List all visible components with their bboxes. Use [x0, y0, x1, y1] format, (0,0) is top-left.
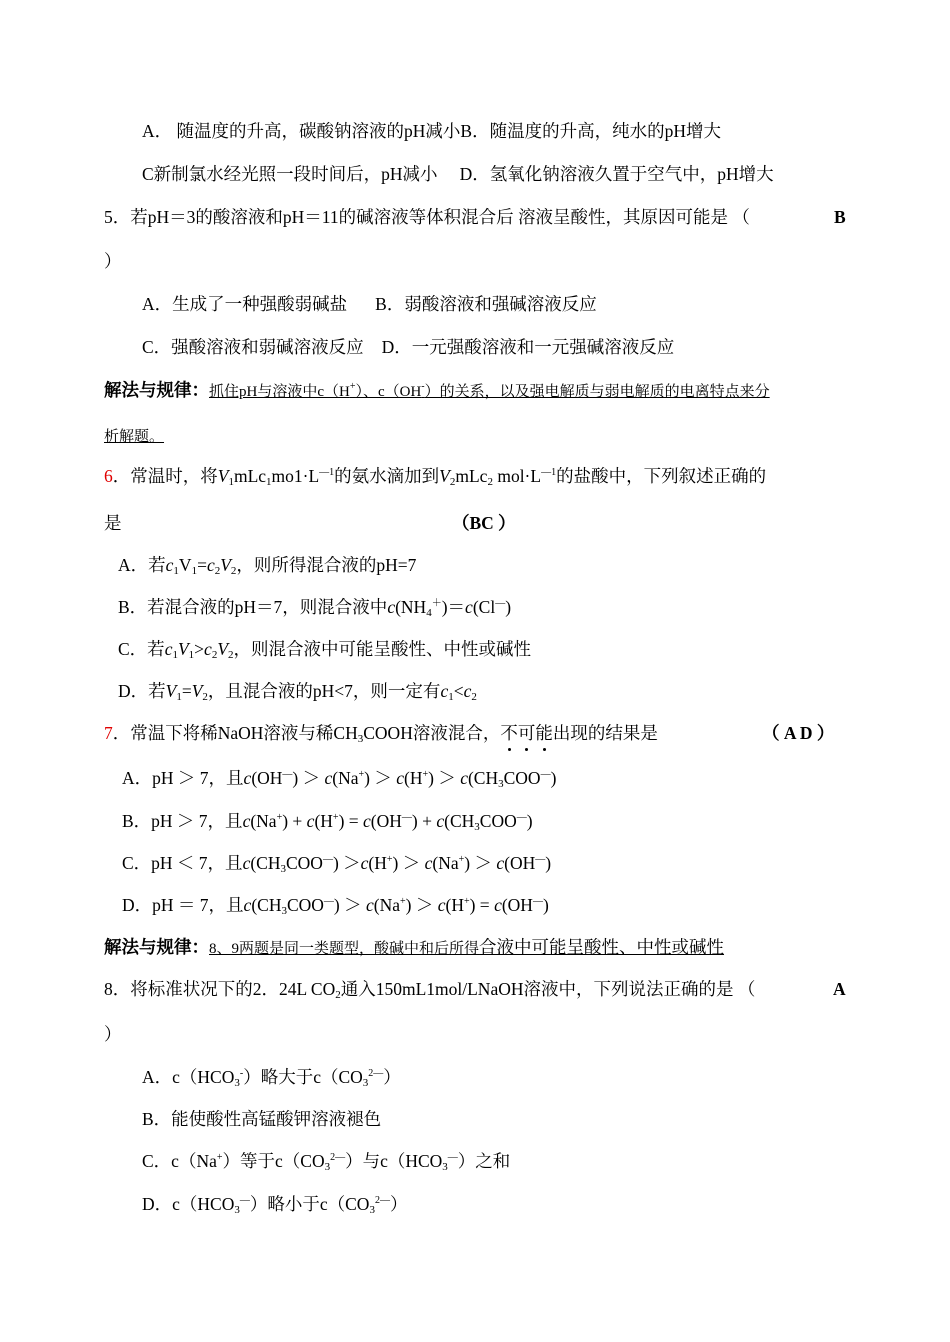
q6-stem-line2: 是 [104, 513, 122, 533]
q5-option-a: A．生成了一种强酸弱碱盐 [142, 294, 348, 314]
q5-close-paren: ） [104, 251, 122, 271]
emph-dot-char: 不 [500, 723, 518, 743]
q8-option-b: B．能使酸性高锰酸钾溶液褪色 [142, 1109, 382, 1129]
q8-close-paren: ） [104, 1024, 122, 1044]
q7-stem: 7．常温下将稀NaOH溶液与稀$CH_3COOH$溶液混合，不可能出现的结果是 [104, 723, 658, 745]
q8-option-a: A．$c(HCO_3^-)$略大于$c(CO_3^{2—})$ [142, 1067, 401, 1089]
q6-option-b: B．若混合液的pH＝7，则混合液中$c(NH_4^+)=c(Cl^—)$ [118, 597, 512, 619]
q6-option-d: D．若$V_1=V_2$，且混合液的pH<7，则一定有$c_1<c_2$ [118, 681, 477, 703]
q6-option-c: C．若$c_1V_1>c_2V_2$，则混合液中可能呈酸性、中性或碱性 [118, 639, 532, 661]
q5-answer: B [834, 207, 846, 227]
q4-option-a: A． 随温度的升高，碳酸钠溶液的pH减小 [142, 121, 461, 141]
q5-option-d: D．一元强酸溶液和一元强碱溶液反应 [381, 337, 675, 357]
method1-line1: 解法与规律：抓住pH与溶液中c（H+）、c（OH-）的关系，以及强电解质与弱电解质的电离特点来分 [104, 380, 770, 400]
q7-number: 7 [104, 723, 113, 743]
q6-number: 6 [104, 466, 113, 486]
q8-option-d: D．$c(HCO_3^—)$略小于$c(CO_3^{2—})$ [142, 1194, 408, 1216]
q4-option-d: D．氢氧化钠溶液久置于空气中，pH增大 [459, 164, 774, 184]
method2-label: 解法与规律： [104, 937, 209, 957]
q5-options-row1 [142, 293, 597, 315]
method1-label: 解法与规律： [104, 380, 209, 400]
emph-dot-char: 可 [517, 723, 536, 743]
q6-stem: 6．常温时，将$V_1mLc_1mo1\cdot L^{—1}$的氨水滴加到$V_2mLc_2$ $mol\cdot L^{—1}$的盐酸中，下列叙述正确的 [104, 466, 767, 488]
q8-option-c: C．c（Na+）等于$c(CO_3^{2—})$与$c(HCO_3^—)$之和 [142, 1151, 511, 1173]
q5-option-c: C．强酸溶液和弱碱溶液反应 [142, 337, 364, 357]
q7-answer: （ A D ） [762, 723, 835, 743]
q4-option-c: C新制氯水经光照一段时间后，pH减小 [142, 164, 438, 184]
q5-option-b: B．弱酸溶液和强碱溶液反应 [375, 294, 597, 314]
q6-option-a: A．若$c_1V_1=c_2V_2$，则所得混合液的pH=7 [118, 555, 417, 577]
q7-option-a: A．pH ＞ 7，且$c(OH^—) > c(Na^+) > c(H^+) > c(CH_3COO^—)$ [122, 768, 557, 790]
emph-dot-char: 能 [535, 723, 553, 743]
q5-stem: 5．若pH＝3的酸溶液和pH＝11的碱溶液等体积混合后 溶液呈酸性，其原因可能是 （ [104, 207, 750, 227]
q8-answer: A [833, 979, 846, 999]
q4-options-row2 [142, 163, 774, 185]
q7-option-d: D．pH ＝ 7，且$c(CH_3COO^—) > c(Na^+) > c(H^+) = c(OH^—)$ [122, 895, 549, 917]
method1-line2: 析解题。 [104, 429, 165, 445]
q6-answer: （BC ） [452, 513, 516, 533]
q4-option-b: B．随温度的升高，纯水的pH增大 [460, 121, 721, 141]
q4-options-row1 [142, 120, 721, 142]
q8-stem: 8．将标准状况下的2．24L $CO_2$通入150mL1mol/LNaOH溶液中，下列说法正确的是 （ [104, 979, 756, 1001]
q7-option-b: B．pH ＞ 7，且$c(Na^+) + c(H^+) = c(OH^—) + c(CH_3COO^—)$ [122, 811, 533, 833]
q7-option-c: C．pH ＜ 7，且$c(CH_3COO^—) >c(H^+) > c(Na^+) > c(OH^—)$ [122, 853, 552, 875]
method2-line: 解法与规律：8、9两题是同一类题型，酸碱中和后所得合液中可能呈酸性、中性或碱性 [104, 937, 725, 957]
q5-options-row2 [142, 336, 674, 358]
